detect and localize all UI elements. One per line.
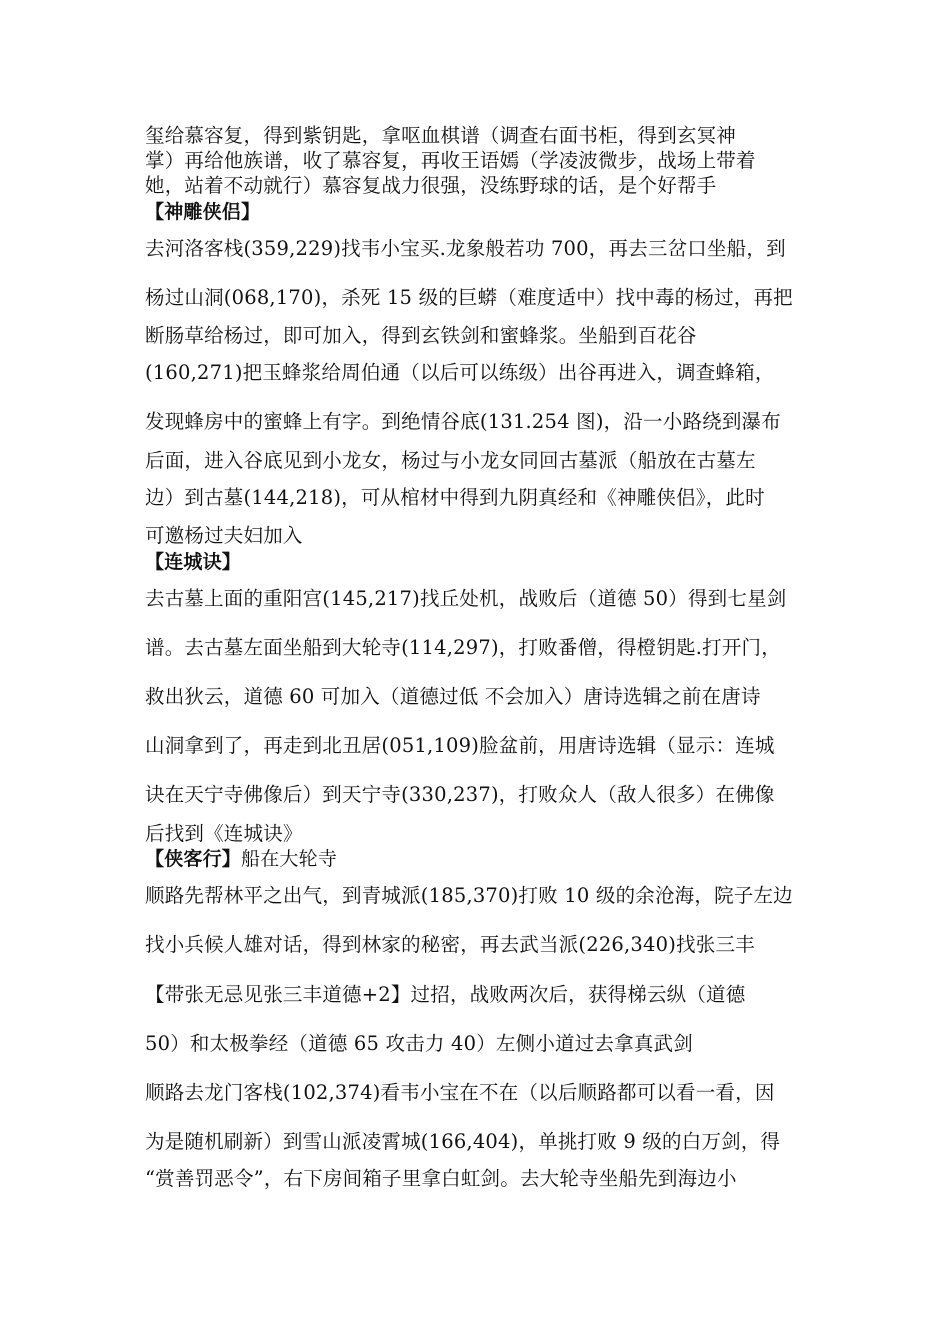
xiake-heading-note: 船在大轮寺 <box>241 848 338 870</box>
shendiao-line-1: 去河洛客栈(359,229)找韦小宝买.龙象般若功 700，再去三岔口坐船，到 <box>145 237 786 260</box>
intro-line-2: 掌）再给他族谱，收了慕容复，再收王语嫣（学凌波微步，战场上带着 <box>145 149 756 172</box>
shendiao-line-7: 边）到古墓(144,218)，可从棺材中得到九阴真经和《神雕侠侣》，此时 <box>145 486 765 509</box>
xiake-line-1: 顺路先帮林平之出气，到青城派(185,370)打败 10 级的余沧海，院子左边 <box>145 884 793 907</box>
section-heading-shendiao: 【神雕侠侣】 <box>145 201 261 223</box>
xiake-line-2: 找小兵候人雄对话，得到林家的秘密，再去武当派(226,340)找张三丰 <box>145 933 755 956</box>
shendiao-line-6: 后面，进入谷底见到小龙女，杨过与小龙女同回古墓派（船放在古墓左 <box>145 449 756 472</box>
xiake-line-4: 50）和太极拳经（道德 65 攻击力 40）左侧小道过去拿真武剑 <box>145 1032 693 1055</box>
shendiao-line-4: (160,271)把玉蜂浆给周伯通（以后可以练级）出谷再进入，调查蜂箱， <box>145 361 775 384</box>
shendiao-line-2: 杨过山洞(068,170)，杀死 15 级的巨蟒（难度适中）找中毒的杨过，再把 <box>145 286 793 309</box>
shendiao-line-5: 发现蜂房中的蜜蜂上有字。到绝情谷底(131.254 图)，沿一小路绕到瀑布 <box>145 410 781 433</box>
intro-line-1: 玺给慕容复，得到紫钥匙，拿呕血棋谱（调查右面书柜，得到玄冥神 <box>145 124 737 147</box>
xiake-heading-title: 【侠客行】 <box>145 848 242 870</box>
xiake-line-7: “赏善罚恶令”，右下房间箱子里拿白虹剑。去大轮寺坐船先到海边小 <box>145 1167 737 1190</box>
liancheng-line-1: 去古墓上面的重阳宫(145,217)找丘处机，战败后（道德 50）得到七星剑 <box>145 587 787 610</box>
section-heading-xiake <box>145 847 337 871</box>
xiake-line-5: 顺路去龙门客栈(102,374)看韦小宝在不在（以后顺路都可以看一看，因 <box>145 1081 775 1104</box>
liancheng-line-3: 救出狄云，道德 60 可加入（道德过低 不会加入）唐诗选辑之前在唐诗 <box>145 685 761 708</box>
shendiao-line-8: 可邀杨过夫妇加入 <box>145 524 303 547</box>
section-heading-liancheng: 【连城诀】 <box>145 551 242 573</box>
liancheng-line-5: 诀在天宁寺佛像后）到天宁寺(330,237)，打败众人（敌人很多）在佛像 <box>145 783 775 806</box>
xiake-line-3: 【带张无忌见张三丰道德+2】过招，战败两次后，获得梯云纵（道德 <box>145 983 746 1006</box>
shendiao-line-3: 断肠草给杨过，即可加入，得到玄铁剑和蜜蜂浆。坐船到百花谷 <box>145 324 697 347</box>
xiake-line-6: 为是随机刷新）到雪山派凌霄城(166,404)，单挑打败 9 级的白万剑，得 <box>145 1130 781 1153</box>
intro-line-3: 她，站着不动就行）慕容复战力很强，没练野球的话，是个好帮手 <box>145 174 717 197</box>
liancheng-line-4: 山洞拿到了，再走到北丑居(051,109)脸盆前，用唐诗选辑（显示：连城 <box>145 734 775 757</box>
liancheng-line-2: 谱。去古墓左面坐船到大轮寺(114,297)，打败番僧，得橙钥匙.打开门， <box>145 636 781 659</box>
liancheng-line-6: 后找到《连城诀》 <box>145 822 303 845</box>
